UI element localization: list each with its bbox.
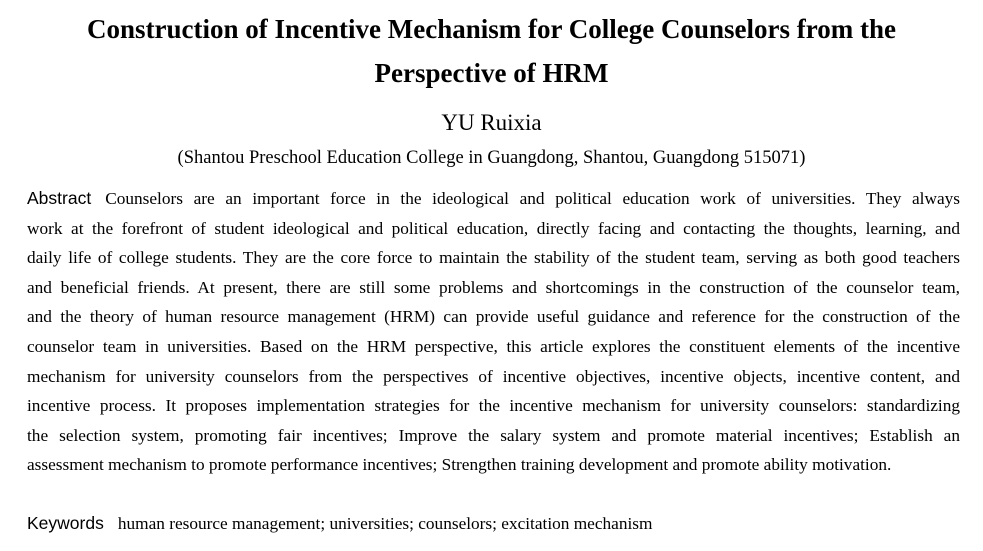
abstract-line: mechanism for university counselors from the perspectives of incentive objectives, incentive objects, incentive content, and: [27, 366, 960, 386]
abstract-line: assessment mechanism to promote performance incentives; Strengthen training development and promote ability motivation.: [27, 455, 892, 475]
paper-title-line-2: Perspective of HRM: [374, 58, 609, 88]
author: YU Ruixia: [441, 110, 542, 135]
abstract-line: incentive process. It proposes implementation strategies for the incentive mechanism for university counselors: standardizing: [27, 396, 960, 416]
affiliation: (Shantou Preschool Education College in Guangdong, Shantou, Guangdong 515071): [177, 148, 806, 168]
abstract-line: and beneficial friends. At present, there are still some problems and shortcomings in the construction of the counselor team,: [27, 277, 960, 297]
abstract-line: work at the forefront of student ideological and political education, directly facing and contacting the thoughts, learning, and: [27, 218, 960, 238]
abstract-line: counselor team in universities. Based on the HRM perspective, this article explores the constituent elements of the incentive: [27, 336, 960, 356]
abstract-line: and the theory of human resource management (HRM) can provide useful guidance and reference for the construction of the: [27, 307, 960, 327]
abstract-line: [27, 184, 960, 214]
keywords: [27, 509, 652, 538]
keywords-text: human resource management; universities; counselors; excitation mechanism: [117, 514, 653, 533]
paper-title-line-1: Construction of Incentive Mechanism for College Counselors from the: [87, 14, 896, 44]
abstract-label: Abstract: [27, 188, 92, 208]
abstract-line: the selection system, promoting fair incentives; Improve the salary system and promote material incentives; Establish an: [27, 425, 960, 445]
abstract-line: daily life of college students. They are the core force to maintain the stability of the student team, serving as both good teachers: [27, 248, 960, 268]
abstract: [27, 184, 960, 480]
abstract-text: Counselors are an important force in the ideological and political education work of universities. They always: [105, 189, 960, 208]
keywords-label: Keywords: [27, 513, 104, 533]
